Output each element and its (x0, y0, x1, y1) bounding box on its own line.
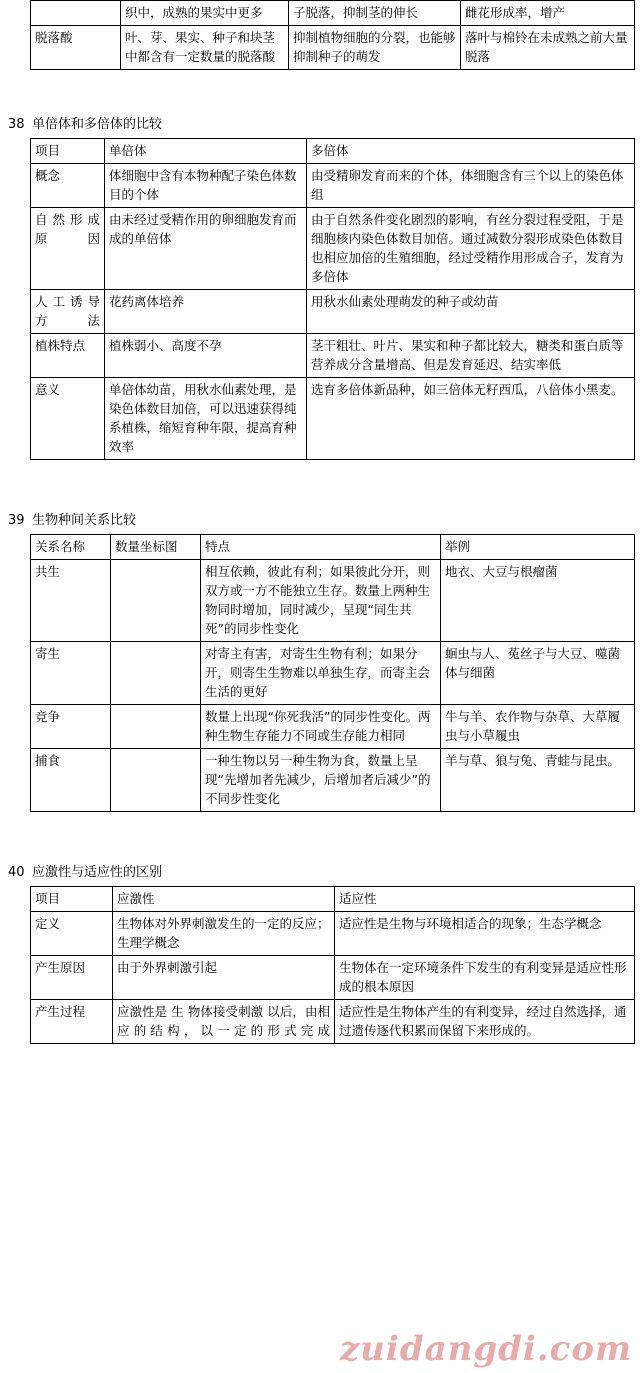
column-header-relation-name: 关系名称 (31, 535, 111, 560)
section-table-37-continued (0, 0, 640, 70)
cell-effect: 子脱落，抑制茎的伸长 (289, 1, 461, 26)
cell-haploid: 植株弱小、高度不孕 (105, 334, 307, 378)
cell-haploid: 由未经过受精作用的卵细胞发育而成的单倍体 (105, 208, 307, 290)
column-header-polyploid: 多倍体 (307, 139, 635, 164)
cell-origin: 织中，成熟的果实中更多 (121, 1, 289, 26)
row-label-process: 产生过程 (31, 1000, 113, 1044)
cell-irritability: 应激性是 生 物体接受刺激 以后，由相应的结构，以一定的形式完成 (113, 1000, 335, 1044)
spacer (0, 70, 640, 116)
cell-polyploid: 由于自然条件变化剧烈的影响，有丝分裂过程受阻，于是细胞核内染色体数目加倍。通过减数分裂形成染色体数目也相应加倍的生殖细胞，经过受精作用形成合子，发育为多倍体 (307, 208, 635, 290)
row-label-predation: 捕食 (31, 749, 111, 812)
cell-haploid: 体细胞中含有本物种配子染色体数目的个体 (105, 164, 307, 208)
cell-example: 羊与草、狼与兔、青蛙与昆虫。 (441, 749, 635, 812)
row-label-competition: 竞争 (31, 705, 111, 749)
cell-example: 蛔虫与人、菟丝子与大豆、噬菌体与细菌 (441, 642, 635, 705)
table-row (31, 208, 635, 290)
page-title: 应激性与适应性的区别 (32, 865, 163, 880)
table-header-row (31, 139, 635, 164)
cell-graph (111, 642, 201, 705)
spacer (0, 460, 640, 512)
section-40-heading (0, 864, 640, 882)
spacer (0, 812, 640, 864)
row-label-cause: 产生原因 (31, 956, 113, 1000)
table-39 (30, 534, 635, 812)
cell-haploid: 单倍体幼苗，用秋水仙素处理，是染色体数目加倍，可以迅速获得纯系植株，缩短育种年限，提高育种效率 (105, 378, 307, 460)
table-header-row (31, 887, 635, 912)
cell-polyploid: 用秋水仙素处理萌发的种子或幼苗 (307, 290, 635, 334)
table-row (31, 1000, 635, 1044)
row-label-induction-method: 人 工 诱 导方法 (31, 290, 105, 334)
cell-feature: 对寄主有害，对寄生生物有利；如果分开，则寄生生物难以单独生存，而寄主会生活的更好 (201, 642, 441, 705)
cell-polyploid: 由受精卵发育而来的个体，体细胞含有三个以上的染色体组 (307, 164, 635, 208)
section-40 (0, 864, 640, 1044)
cell-example: 地衣、大豆与根瘤菌 (441, 560, 635, 642)
section-39 (0, 512, 640, 812)
table-header-row (31, 535, 635, 560)
cell-polyploid: 茎干粗壮、叶片、果实和种子都比较大，糖类和蛋白质等营养成分含量增高、但是发育延迟、结实率低 (307, 334, 635, 378)
row-label-parasitism: 寄生 (31, 642, 111, 705)
table-row (31, 956, 635, 1000)
table-40 (30, 886, 635, 1044)
watermark: zuidangdi.com (339, 1329, 632, 1369)
section-number: 39 (8, 513, 25, 528)
section-number: 38 (8, 117, 25, 132)
table-row (31, 164, 635, 208)
row-label-significance: 意义 (31, 378, 105, 460)
cell-adaptability: 适应性是生物体产生的有利变异，经过自然选择，通过遗传逐代积累而保留下来形成的。 (335, 1000, 635, 1044)
table-row (31, 378, 635, 460)
row-label-plant-traits: 植株特点 (31, 334, 105, 378)
cell-polyploid: 选育多倍体新品种，如三倍体无籽西瓜，八倍体小黑麦。 (307, 378, 635, 460)
cell-adaptability: 适应性是生物与环境相适合的现象；生态学概念 (335, 912, 635, 956)
table-row (31, 290, 635, 334)
cell-adaptability: 生物体在一定环境条件下发生的有利变异是适应性形成的根本原因 (335, 956, 635, 1000)
section-39-heading (0, 512, 640, 530)
cell-irritability: 生物体对外界刺激发生的一定的反应；生理学概念 (113, 912, 335, 956)
cell-application: 雌花形成率，增产 (461, 1, 635, 26)
section-number: 40 (8, 865, 25, 880)
cell-feature: 数量上出现“你死我活”的同步性变化。两种生物生存能力不同或生存能力相同 (201, 705, 441, 749)
cell-haploid: 花药离体培养 (105, 290, 307, 334)
column-header-irritability: 应激性 (113, 887, 335, 912)
cell-hormone-name: 脱落酸 (31, 26, 121, 70)
row-label-definition: 定义 (31, 912, 113, 956)
table-row (31, 912, 635, 956)
row-label-natural-cause: 自 然 形 成原因 (31, 208, 105, 290)
column-header-adaptability: 适应性 (335, 887, 635, 912)
cell-example: 牛与羊、农作物与杂草、大草履虫与小草履虫 (441, 705, 635, 749)
table-row (31, 334, 635, 378)
table-row (31, 642, 635, 705)
row-label-symbiosis: 共生 (31, 560, 111, 642)
table-row (31, 705, 635, 749)
column-header-example: 举例 (441, 535, 635, 560)
cell-graph (111, 560, 201, 642)
cell-effect: 抑制植物细胞的分裂，也能够抑制种子的萌发 (289, 26, 461, 70)
cell-feature: 相互依赖，彼此有利；如果彼此分开，则双方或一方不能独立生存。数量上两种生物同时增加，同时减少，呈现“同生共死”的同步性变化 (201, 560, 441, 642)
cell-application: 落叶与棉铃在未成熟之前大量脱落 (461, 26, 635, 70)
cell-graph (111, 749, 201, 812)
cell-feature: 一种生物以另一种生物为食，数量上呈现“先增加者先减少，后增加者后减少”的不同步性变化 (201, 749, 441, 812)
table-row (31, 749, 635, 812)
table-row (31, 1, 635, 26)
section-38 (0, 116, 640, 460)
table-38 (30, 138, 635, 460)
column-header-item: 项目 (31, 887, 113, 912)
page-title: 生物种间关系比较 (32, 513, 137, 528)
table-row (31, 26, 635, 70)
cell-blank (31, 1, 121, 26)
table-row (31, 560, 635, 642)
column-header-haploid: 单倍体 (105, 139, 307, 164)
column-header-item: 项目 (31, 139, 105, 164)
column-header-feature: 特点 (201, 535, 441, 560)
section-38-heading (0, 116, 640, 134)
table-37-continued (30, 0, 635, 70)
cell-origin: 叶、芽、果实、种子和块茎中都含有一定数量的脱落酸 (121, 26, 289, 70)
column-header-graph: 数量坐标图 (111, 535, 201, 560)
row-label-concept: 概念 (31, 164, 105, 208)
cell-irritability: 由于外界刺激引起 (113, 956, 335, 1000)
page-title: 单倍体和多倍体的比较 (32, 117, 163, 132)
cell-graph (111, 705, 201, 749)
